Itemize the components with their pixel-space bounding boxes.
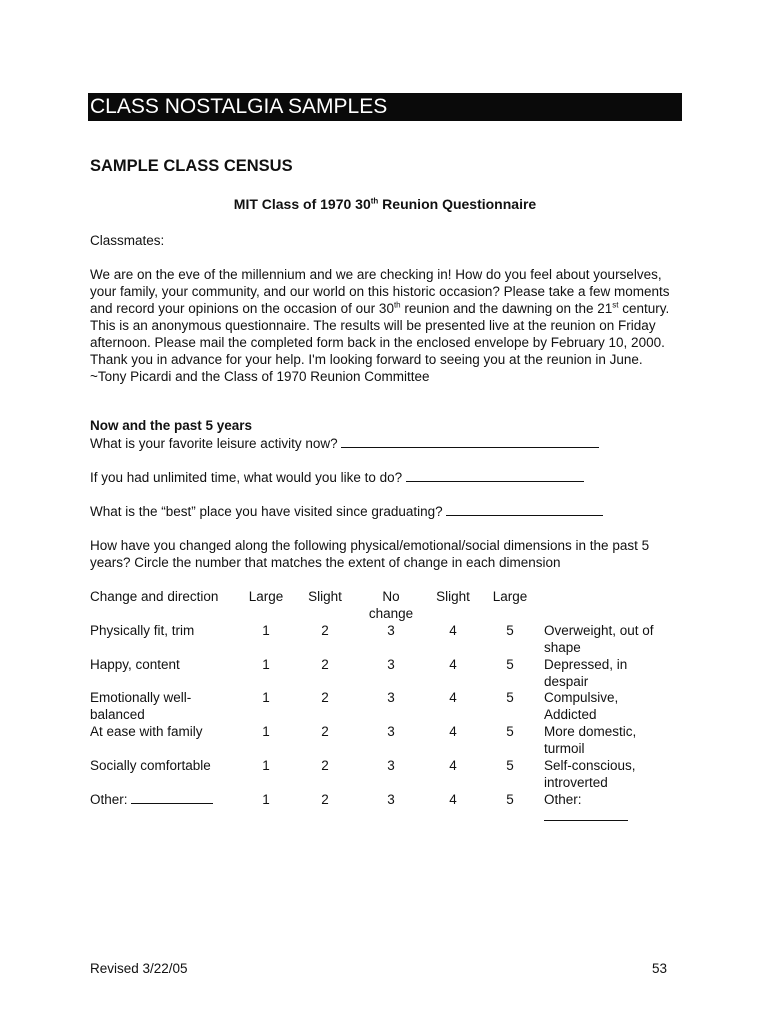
scale-option[interactable]: 4 (449, 724, 457, 739)
dimension-right-line: Compulsive, (544, 690, 619, 705)
intro-signature: ~Tony Picardi and the Class of 1970 Reunion Committee (90, 369, 430, 384)
intro-paragraph (90, 266, 690, 385)
question-unlimited-time (90, 469, 584, 485)
salutation: Classmates: (90, 233, 165, 248)
questionnaire-title (0, 196, 770, 212)
scale-option[interactable]: 1 (262, 690, 270, 705)
question-unlimited-time-label: If you had unlimited time, what would you like to do? (90, 470, 403, 485)
scale-option[interactable]: 4 (449, 623, 457, 638)
scale-option[interactable]: 5 (506, 724, 514, 739)
scale-option[interactable]: 2 (321, 657, 329, 672)
scale-option[interactable]: 5 (506, 623, 514, 638)
prompt-line: How have you changed along the following physical/emotional/social dimensions in the past 5 (90, 538, 650, 553)
scale-option[interactable]: 1 (262, 623, 270, 638)
scale-option[interactable]: 3 (387, 758, 395, 773)
section-title: SAMPLE CLASS CENSUS (90, 157, 293, 175)
scale-header-change: change (368, 606, 414, 621)
dimension-right-line: shape (544, 640, 581, 655)
scale-option[interactable]: 4 (449, 792, 457, 807)
scale-header-large-left: Large (248, 589, 284, 604)
dimension-right-line: Depressed, in (544, 657, 628, 672)
scale-option[interactable]: 2 (321, 792, 329, 807)
intro-line: This is an anonymous questionnaire. The results will be presented live at the reunion on Friday (90, 318, 656, 333)
section-heading-past-5-years: Now and the past 5 years (90, 418, 253, 433)
banner-title: CLASS NOSTALGIA SAMPLES (88, 93, 682, 121)
scale-option[interactable]: 1 (262, 657, 270, 672)
scale-option[interactable]: 2 (321, 758, 329, 773)
scale-header-large-right: Large (492, 589, 528, 604)
questionnaire-title-sup: th (370, 196, 379, 206)
scale-option[interactable]: 2 (321, 724, 329, 739)
scale-option[interactable]: 5 (506, 792, 514, 807)
intro-line: your family, your community, and our world on this historic occasion? Please take a few moments (90, 284, 670, 299)
dimension-right-label-other (544, 791, 628, 825)
intro-sup: st (612, 300, 619, 310)
scale-option[interactable]: 2 (321, 690, 329, 705)
scale-option[interactable]: 4 (449, 758, 457, 773)
dimension-right-label (544, 757, 636, 791)
scale-option[interactable]: 4 (449, 657, 457, 672)
scale-option[interactable]: 1 (262, 792, 270, 807)
scale-header-slight-right: Slight (436, 589, 470, 604)
page-number: 53 (652, 961, 668, 976)
dimension-left-label: Physically fit, trim (90, 623, 195, 638)
intro-line (90, 300, 690, 317)
other-label: Other: (90, 792, 128, 807)
question-leisure-label: What is your favorite leisure activity now? (90, 436, 338, 451)
intro-text: reunion and the dawning on the 21 (400, 301, 613, 316)
dimension-right-line: More domestic, (544, 724, 637, 739)
intro-line: Thank you in advance for your help. I'm looking forward to seeing you at the reunion in June. (90, 352, 643, 367)
dimension-left-label: Happy, content (90, 657, 180, 672)
dimension-left-label-other (90, 791, 213, 808)
dimension-right-line: Self-conscious, (544, 758, 636, 773)
scale-header-label: Change and direction (90, 589, 219, 604)
scale-option[interactable]: 5 (506, 657, 514, 672)
scale-option[interactable]: 3 (387, 657, 395, 672)
dimension-left-label (90, 689, 191, 723)
dimension-left-label: At ease with family (90, 724, 203, 739)
dimension-right-label (544, 723, 636, 757)
change-prompt (90, 537, 690, 571)
scale-option[interactable]: 4 (449, 690, 457, 705)
scale-header-slight-left: Slight (308, 589, 342, 604)
questionnaire-title-prefix: MIT Class of 1970 30 (233, 196, 371, 212)
answer-blank-leisure[interactable] (341, 435, 599, 448)
dimension-left-line: balanced (90, 707, 145, 722)
scale-option[interactable]: 1 (262, 724, 270, 739)
scale-header-no-change (362, 588, 420, 622)
dimension-right-line: despair (544, 674, 589, 689)
other-right-label: Other: (544, 792, 582, 807)
intro-sup: th (393, 300, 401, 310)
dimension-right-label (544, 656, 627, 690)
dimension-right-label (544, 622, 654, 656)
other-left-blank[interactable] (131, 791, 213, 804)
scale-option[interactable]: 3 (387, 724, 395, 739)
dimension-right-line: Addicted (544, 707, 597, 722)
other-right-blank-line (544, 808, 628, 825)
other-right-blank[interactable] (544, 808, 628, 821)
question-best-place (90, 503, 603, 519)
scale-option[interactable]: 5 (506, 690, 514, 705)
dimension-right-line: Overweight, out of (544, 623, 654, 638)
scale-option[interactable]: 5 (506, 758, 514, 773)
question-leisure (90, 435, 599, 451)
scale-option[interactable]: 3 (387, 623, 395, 638)
questionnaire-title-suffix: Reunion Questionnaire (378, 196, 537, 212)
answer-blank-best-place[interactable] (446, 503, 603, 516)
intro-line: We are on the eve of the millennium and we are checking in! How do you feel about yourselves, (90, 267, 662, 282)
intro-text: century. (618, 301, 670, 316)
answer-blank-unlimited-time[interactable] (406, 469, 584, 482)
dimension-right-line: turmoil (544, 741, 585, 756)
scale-header-no: No (382, 589, 400, 604)
intro-line: afternoon. Please mail the completed form back in the enclosed envelope by February 10, 2000. (90, 335, 665, 350)
scale-option[interactable]: 3 (387, 792, 395, 807)
dimension-right-line: introverted (544, 775, 608, 790)
scale-option[interactable]: 1 (262, 758, 270, 773)
scale-option[interactable]: 2 (321, 623, 329, 638)
dimension-left-line: Emotionally well- (90, 690, 192, 705)
question-best-place-label: What is the “best” place you have visited since graduating? (90, 504, 443, 519)
revised-date: Revised 3/22/05 (90, 961, 188, 976)
prompt-line: years? Circle the number that matches the extent of change in each dimension (90, 555, 561, 570)
dimension-right-label (544, 689, 618, 723)
intro-text: and record your opinions on the occasion of our 30 (90, 301, 394, 316)
scale-option[interactable]: 3 (387, 690, 395, 705)
dimension-left-label: Socially comfortable (90, 758, 211, 773)
